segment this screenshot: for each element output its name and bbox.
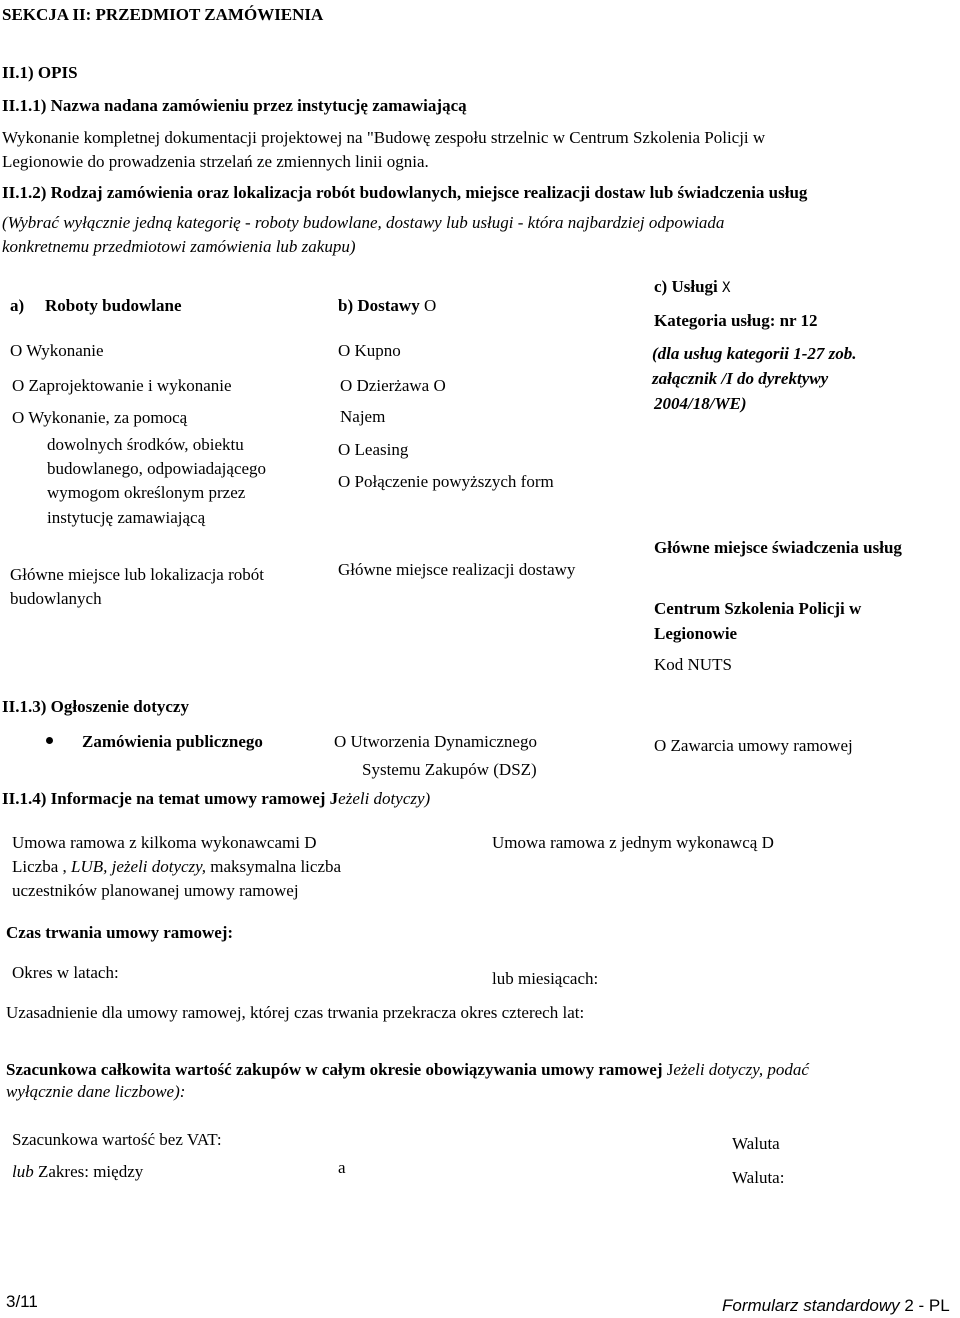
value-range-label [12,1160,143,1184]
notice-option-public-contract[interactable]: Zamówienia publicznego [82,732,263,751]
contract-name-line-1: Wykonanie kompletnej dokumentacji projektowej na "Budowę zespołu strzelnic w Centrum Szkolenia Policji w [2,128,766,147]
supplies-option-combination[interactable]: O Połączenie powyższych form [338,472,554,491]
framework-number-label: Liczba , [12,857,67,876]
category-note-line-1: (Wybrać wyłącznie jedną kategorię - roboty budowlane, dostawy lub usługi - która najbardziej odpowiada [2,213,725,232]
page-number: 3/11 [6,1292,38,1311]
services-location-line-2: Legionowie [654,624,738,643]
works-option-execution-by-means[interactable]: O Wykonanie, za pomocą [12,408,188,427]
value-range-and: a [338,1158,346,1177]
section-heading-ii-1-4-italic: eżeli dotyczy) [338,789,431,808]
supplies-option-lease[interactable]: O Dzierżawa O [340,376,446,395]
category-note-line-2: konkretnemu przedmiotowi zamówienia lub zakupu) [2,237,356,256]
supplies-option-leasing[interactable]: O Leasing [338,440,409,459]
section-heading-ii-1-4-bold: II.1.4) Informacje na temat umowy ramowej J [2,789,339,808]
framework-number-line-2: uczestników planowanej umowy ramowej [12,881,299,900]
works-option-means-line-1: dowolnych środków, obiektu [47,435,244,454]
total-value-heading-italic: eżeli dotyczy, podać [673,1060,809,1079]
services-location-line-1: Centrum Szkolenia Policji w [654,599,862,618]
supplies-header-checkbox[interactable]: O [423,296,437,315]
total-value-heading [6,1058,809,1082]
notice-option-dps-line-1[interactable]: O Utworzenia Dynamicznego [334,732,537,751]
works-header: Roboty budowlane [45,296,182,315]
framework-duration-heading: Czas trwania umowy ramowej: [6,923,234,942]
services-header [654,275,730,300]
duration-years-label: Okres w latach: [12,963,119,982]
works-option-means-line-2: budowlanego, odpowiadającego [47,459,267,478]
currency-label-2: Waluta: [732,1168,785,1187]
framework-single-operator-checkbox[interactable]: D [761,833,774,852]
nuts-code-label: Kod NUTS [654,655,732,674]
form-standard-suffix: 2 - PL [904,1296,950,1315]
supplies-header-label: b) Dostawy [338,296,420,315]
supplies-option-rent: Najem [340,407,386,426]
value-range-between: Zakres: między [37,1162,144,1181]
duration-months-label: lub miesiącach: [492,969,599,988]
notice-option-dps-line-2: Systemu Zakupów (DSZ) [362,760,537,779]
services-category-note-line-2: załącznik /I do dyrektywy [652,369,829,388]
works-option-means-line-4: instytucję zamawiającą [47,508,206,527]
works-option-execution[interactable]: O Wykonanie [10,341,104,360]
bullet-icon [46,737,53,744]
section-heading-ii-1-1: II.1.1) Nazwa nadana zamówieniu przez instytucję zamawiającą [2,96,467,115]
total-value-heading-j: J [666,1060,674,1079]
framework-number-condition: LUB, jeżeli dotyczy, [71,857,207,876]
supplies-location-label: Główne miejsce realizacji dostawy [338,560,576,579]
services-header-checkbox[interactable]: X [722,280,731,296]
section-heading-ii-1-3: II.1.3) Ogłoszenie dotyczy [2,697,189,716]
works-option-means-line-3: wymogom określonym przez [47,483,246,502]
services-category: Kategoria usług: nr 12 [654,311,818,330]
services-category-note-line-1: (dla usług kategorii 1-27 zob. [652,344,857,363]
framework-single-operator [492,831,774,855]
framework-single-operator-label: Umowa ramowa z jednym wykonawcą [492,833,758,852]
section-heading-ii-1-2: II.1.2) Rodzaj zamówienia oraz lokalizacja robót budowlanych, miejsce realizacji dostaw lub świadczenia usług [2,183,808,202]
supplies-option-purchase[interactable]: O Kupno [338,341,401,360]
section-title: SEKCJA II: PRZEDMIOT ZAMÓWIENIA [2,5,324,24]
services-location-heading: Główne miejsce świadczenia usług [654,538,902,557]
works-option-design-and-execution[interactable]: O Zaprojektowanie i wykonanie [12,376,232,395]
form-standard-label [722,1294,950,1318]
supplies-header [338,294,436,318]
works-location-label-line-2: budowlanych [10,589,102,608]
services-header-label: c) Usługi [654,277,718,296]
duration-justification-label: Uzasadnienie dla umowy ramowej, której czas trwania przekracza okres czterech lat: [6,1003,585,1022]
value-range-lub: lub [12,1162,34,1181]
total-value-heading-bold: Szacunkowa całkowita wartość zakupów w całym okresie obowiązywania umowy ramowej [6,1060,663,1079]
works-location-label-line-1: Główne miejsce lub lokalizacja robót [10,565,264,584]
currency-label-1: Waluta [732,1134,780,1153]
services-category-note-line-3: 2004/18/WE) [654,394,747,413]
section-heading-ii-1-4 [2,787,430,811]
form-standard-italic: Formularz standardowy [722,1296,900,1315]
framework-many-operators [12,831,317,855]
value-excl-vat-label: Szacunkowa wartość bez VAT: [12,1130,222,1149]
framework-number-line [12,855,341,879]
section-heading-ii-1: II.1) OPIS [2,63,78,82]
notice-option-framework[interactable]: O Zawarcia umowy ramowej [654,736,853,755]
contract-name-line-2: Legionowie do prowadzenia strzelań ze zmiennych linii ognia. [2,152,429,171]
total-value-heading-line-2: wyłącznie dane liczbowe): [6,1082,186,1101]
framework-many-operators-label: Umowa ramowa z kilkoma wykonawcami [12,833,300,852]
framework-many-operators-checkbox[interactable]: D [304,833,317,852]
framework-number-max: maksymalna liczba [210,857,342,876]
works-header-letter: a) [10,296,25,315]
